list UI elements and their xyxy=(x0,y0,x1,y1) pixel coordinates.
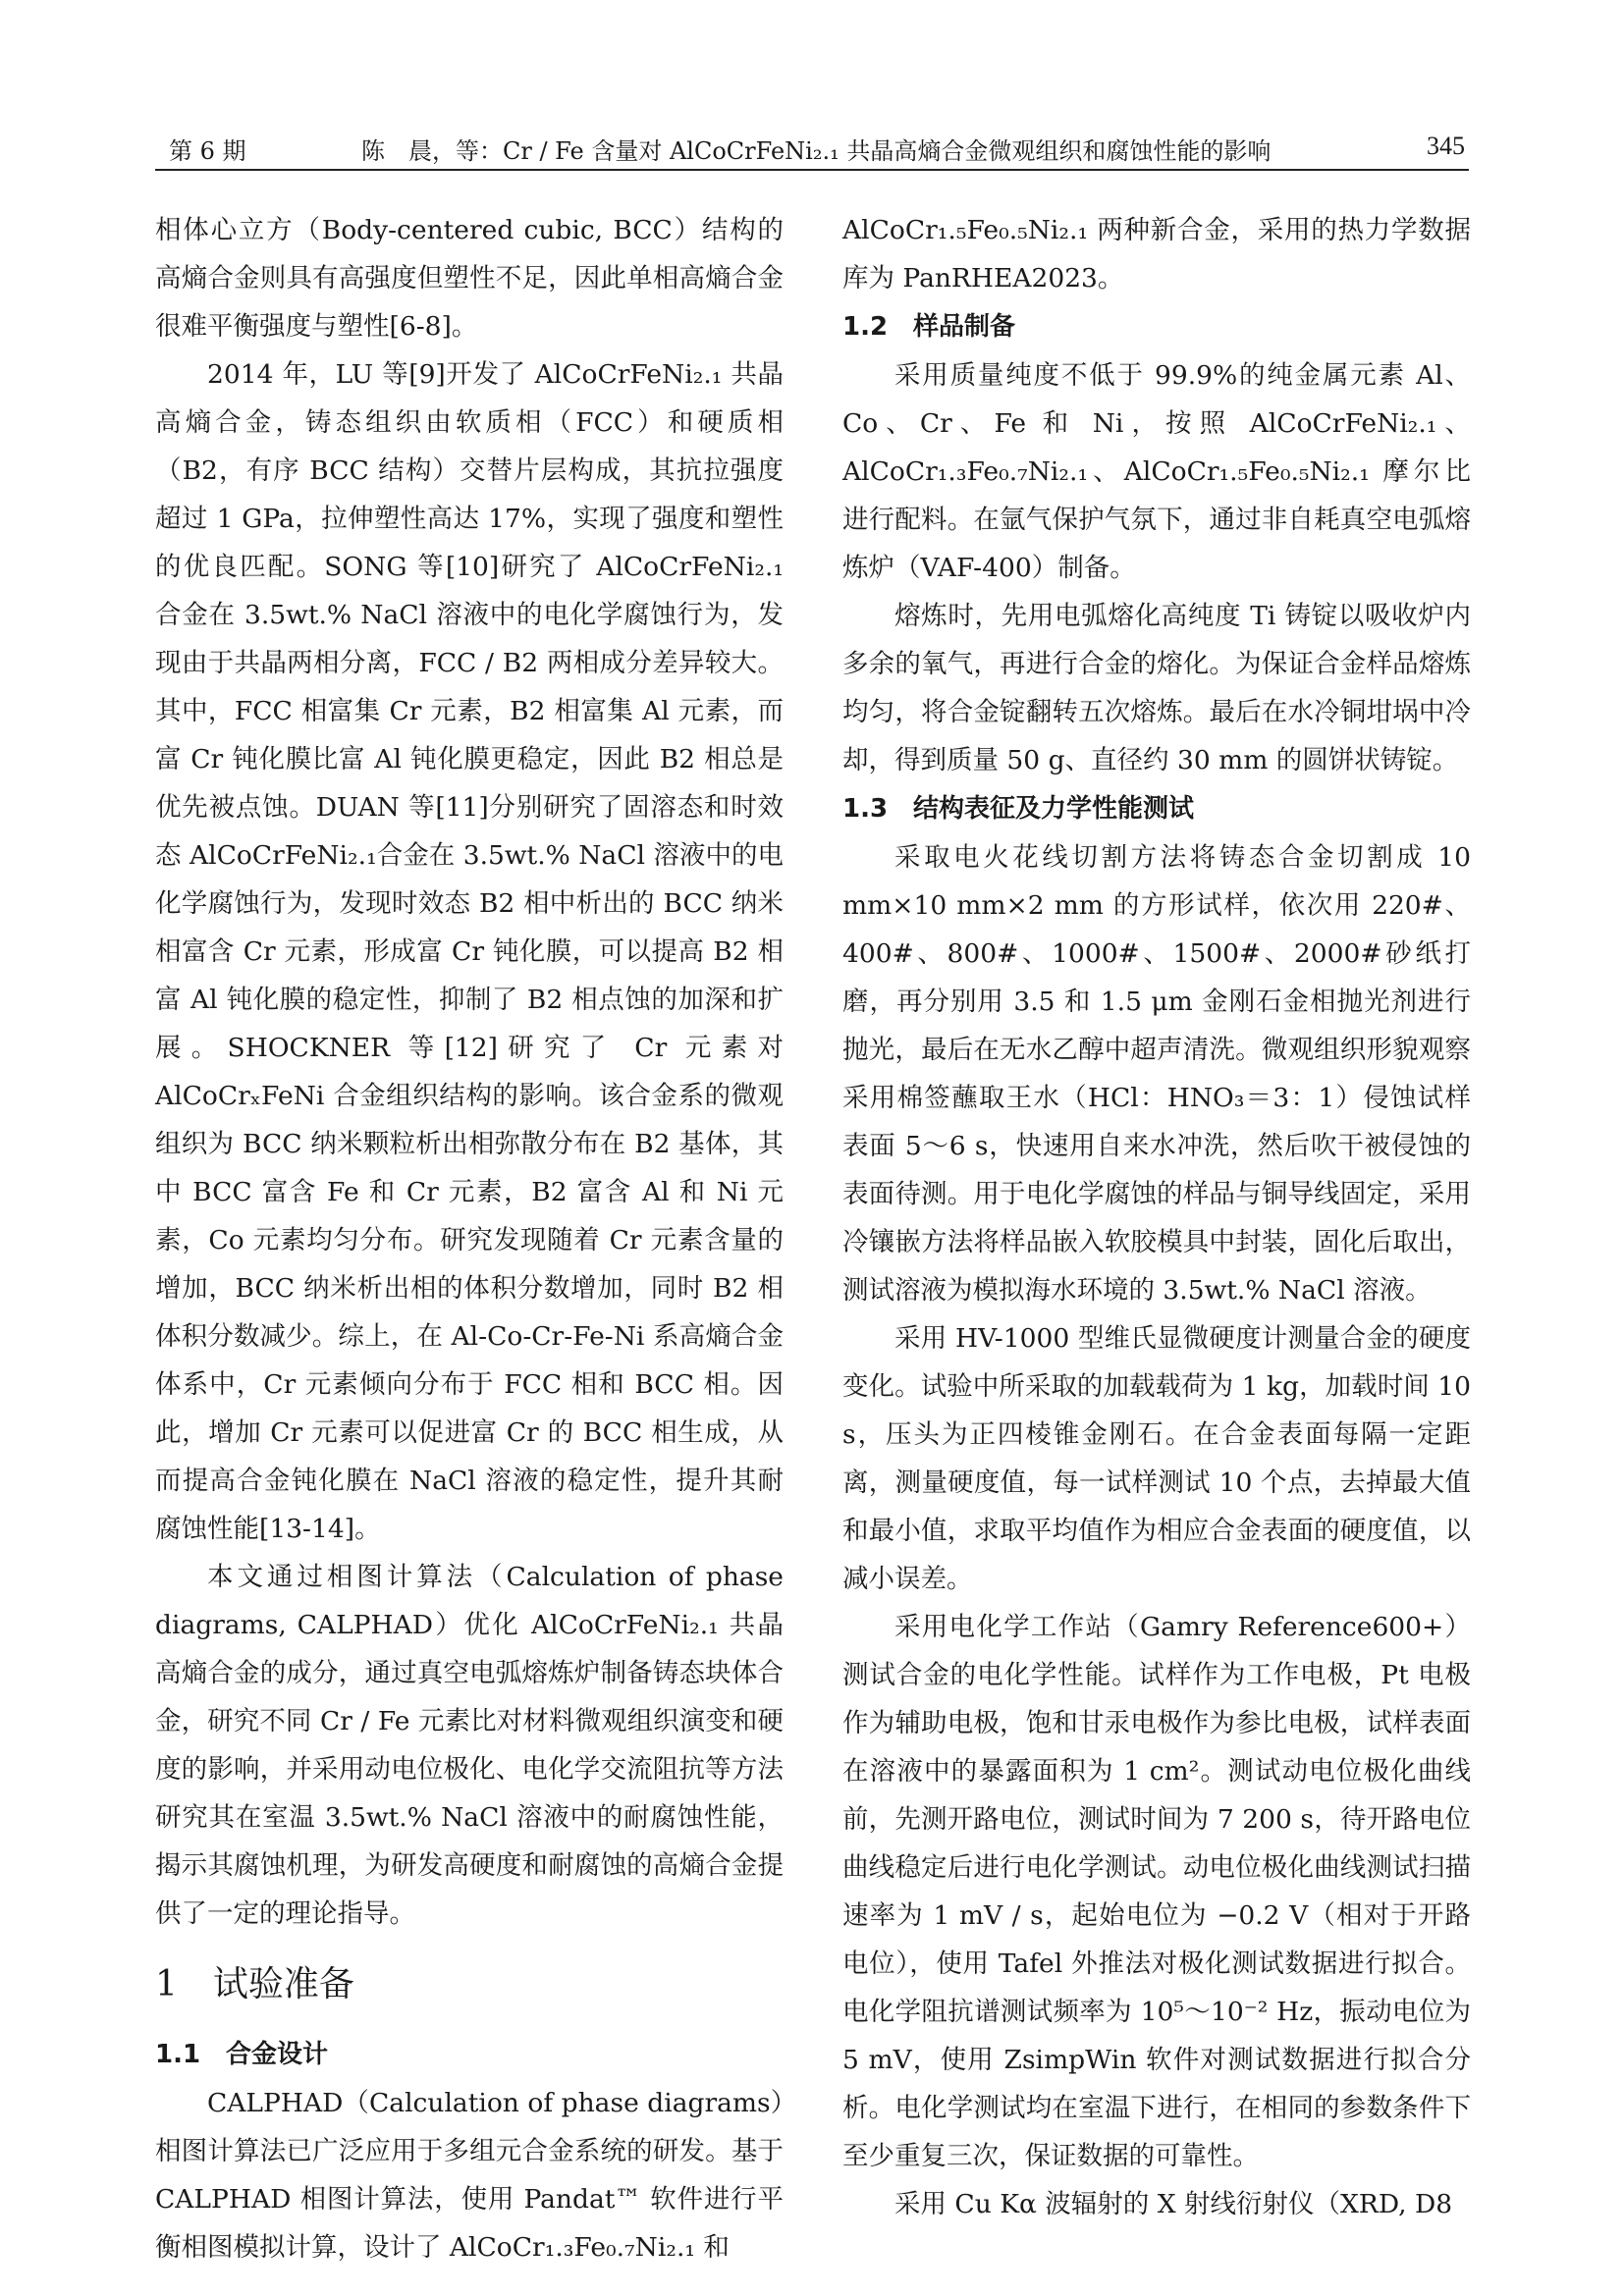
paragraph: 采取电火花线切割方法将铸态合金切割成 10 mm×10 mm×2 mm 的方形试样，依次用 220#、400#、800#、1000#、1500#、2000#砂纸打磨，再分别用 3.5 和 1.5 μm 金刚石金相抛光剂进行抛光，最后在无水乙醇中超声清洗。微观组织形貌观察采用棉签蘸取王水（HCl：HNO₃＝3：1）侵蚀试样表面 5～6 s，快速用自来水冲洗，然后吹干被侵蚀的表面待测。用于电化学腐蚀的样品与铜导线固定，采用冷镶嵌方法将样品嵌入软胶模具中封装，固化后取出，测试溶液为模拟海水环境的 3.5wt.% NaCl 溶液。 xyxy=(842,842,1471,1306)
left-column xyxy=(155,206,784,2271)
paragraph: CALPHAD（Calculation of phase diagrams）相图计算法已广泛应用于多组元合金系统的研发。基于 CALPHAD 相图计算法，使用 Pandat™ 软件进行平衡相图模拟计算，设计了 AlCoCr₁.₃Fe₀.₇Ni₂.₁ 和 xyxy=(155,2088,784,2263)
right-column xyxy=(842,206,1471,2228)
paragraph: 采用 Cu Kα 波辐射的 X 射线衍射仪（XRD, D8 xyxy=(894,2189,1453,2219)
paragraph: 采用电化学工作站（Gamry Reference600+）测试合金的电化学性能。试样作为工作电极，Pt 电极作为辅助电极，饱和甘汞电极作为参比电极，试样表面在溶液中的暴露面积为 1 cm²。测试动电位极化曲线前，先测开路电位，测试时间为 7 200 s，待开路电位曲线稳定后进行电化学测试。动电位极化曲线测试扫描速率为 1 mV / s，起始电位为 −0.2 V（相对于开路电位），使用 Tafel 外推法对极化测试数据进行拟合。电化学阻抗谱测试频率为 10⁵～10⁻² Hz，振动电位为 5 mV，使用 ZsimpWin 软件对测试数据进行拟合分析。电化学测试均在室温下进行，在相同的参数条件下至少重复三次，保证数据的可靠性。 xyxy=(842,1612,1471,2171)
paragraph: 采用 HV-1000 型维氏显微硬度计测量合金的硬度变化。试验中所采取的加载载荷为 1 kg，加载时间 10 s，压头为正四棱锥金刚石。在合金表面每隔一定距离，测量硬度值，每一试样测试 10 个点，去掉最大值和最小值，求取平均值作为相应合金表面的硬度值，以减小误差。 xyxy=(842,1323,1471,1594)
paragraph: 相体心立方（Body-centered cubic, BCC）结构的高熵合金则具有高强度但塑性不足，因此单相高熵合金很难平衡强度与塑性[6-8]。 xyxy=(155,215,784,342)
page-number: 345 xyxy=(1427,132,1465,160)
paragraph: 本文通过相图计算法（Calculation of phase diagrams, CALPHAD）优化 AlCoCrFeNi₂.₁ 共晶高熵合金的成分，通过真空电弧熔炼炉制备铸态块体合金，研究不同 Cr / Fe 元素比对材料微观组织演变和硬度的影响，并采用动电位极化、电化学交流阻抗等方法研究其在室温 3.5wt.% NaCl 溶液中的耐腐蚀性能，揭示其腐蚀机理，为研发高硬度和耐腐蚀的高熵合金提供了一定的理论指导。 xyxy=(155,1562,784,1929)
paragraph: 2014 年，LU 等[9]开发了 AlCoCrFeNi₂.₁ 共晶高熵合金，铸态组织由软质相（FCC）和硬质相（B2，有序 BCC 结构）交替片层构成，其抗拉强度超过 1 GPa，拉伸塑性高达 17%，实现了强度和塑性的优良匹配。SONG 等[10]研究了 AlCoCrFeNi₂.₁ 合金在 3.5wt.% NaCl 溶液中的电化学腐蚀行为，发现由于共晶两相分离，FCC / B2 两相成分差异较大。其中，FCC 相富集 Cr 元素，B2 相富集 Al 元素，而富 Cr 钝化膜比富 Al 钝化膜更稳定，因此 B2 相总是优先被点蚀。DUAN 等[11]分别研究了固溶态和时效态 AlCoCrFeNi₂.₁合金在 3.5wt.% NaCl 溶液中的电化学腐蚀行为，发现时效态 B2 相中析出的 BCC 纳米相富含 Cr 元素，形成富 Cr 钝化膜，可以提高 B2 相富 Al 钝化膜的稳定性，抑制了 B2 相点蚀的加深和扩展。SHOCKNER 等[12]研究了 Cr 元素对 AlCoCrₓFeNi 合金组织结构的影响。该合金系的微观组织为 BCC 纳米颗粒析出相弥散分布在 B2 基体，其中 BCC 富含 Fe 和 Cr 元素，B2 富含 Al 和 Ni 元素，Co 元素均匀分布。研究发现随着 Cr 元素含量的增加，BCC 纳米析出相的体积分数增加，同时 B2 相体积分数减少。综上，在 Al-Co-Cr-Fe-Ni 系高熵合金体系中，Cr 元素倾向分布于 FCC 相和 BCC 相。因此，增加 Cr 元素可以促进富 Cr 的 BCC 相生成，从而提高合金钝化膜在 NaCl 溶液的稳定性，提升其耐腐蚀性能[13-14]。 xyxy=(155,359,784,1544)
subsection-heading: 1.2 样品制备 xyxy=(842,312,1016,342)
paragraph: 熔炼时，先用电弧熔化高纯度 Ti 铸锭以吸收炉内多余的氧气，再进行合金的熔化。为保证合金样品熔炼均匀，将合金锭翻转五次熔炼。最后在水冷铜坩埚中冷却，得到质量 50 g、直径约 30 mm 的圆饼状铸锭。 xyxy=(842,601,1471,775)
subsection-heading: 1.3 结构表征及力学性能测试 xyxy=(842,794,1195,824)
paragraph: 采用质量纯度不低于 99.9%的纯金属元素 Al、Co、Cr、Fe 和 Ni，按照 AlCoCrFeNi₂.₁、AlCoCr₁.₃Fe₀.₇Ni₂.₁、AlCoCr₁.₅Fe₀.₅Ni₂.₁ 摩尔比进行配料。在氩气保护气氛下，通过非自耗真空电弧熔炼炉（VAF-400）制备。 xyxy=(842,360,1471,583)
running-title: 陈 晨，等：Cr / Fe 含量对 AlCoCrFeNi₂.₁ 共晶高熵合金微观组织和腐蚀性能的影响 xyxy=(361,137,1272,165)
running-header xyxy=(155,120,1469,171)
issue-number: 第 6 期 xyxy=(169,137,246,165)
paragraph: AlCoCr₁.₅Fe₀.₅Ni₂.₁ 两种新合金，采用的热力学数据库为 PanRHEA2023。 xyxy=(842,215,1471,294)
subsection-heading: 1.1 合金设计 xyxy=(155,2040,329,2069)
section-heading: 1 试验准备 xyxy=(155,1964,354,2004)
